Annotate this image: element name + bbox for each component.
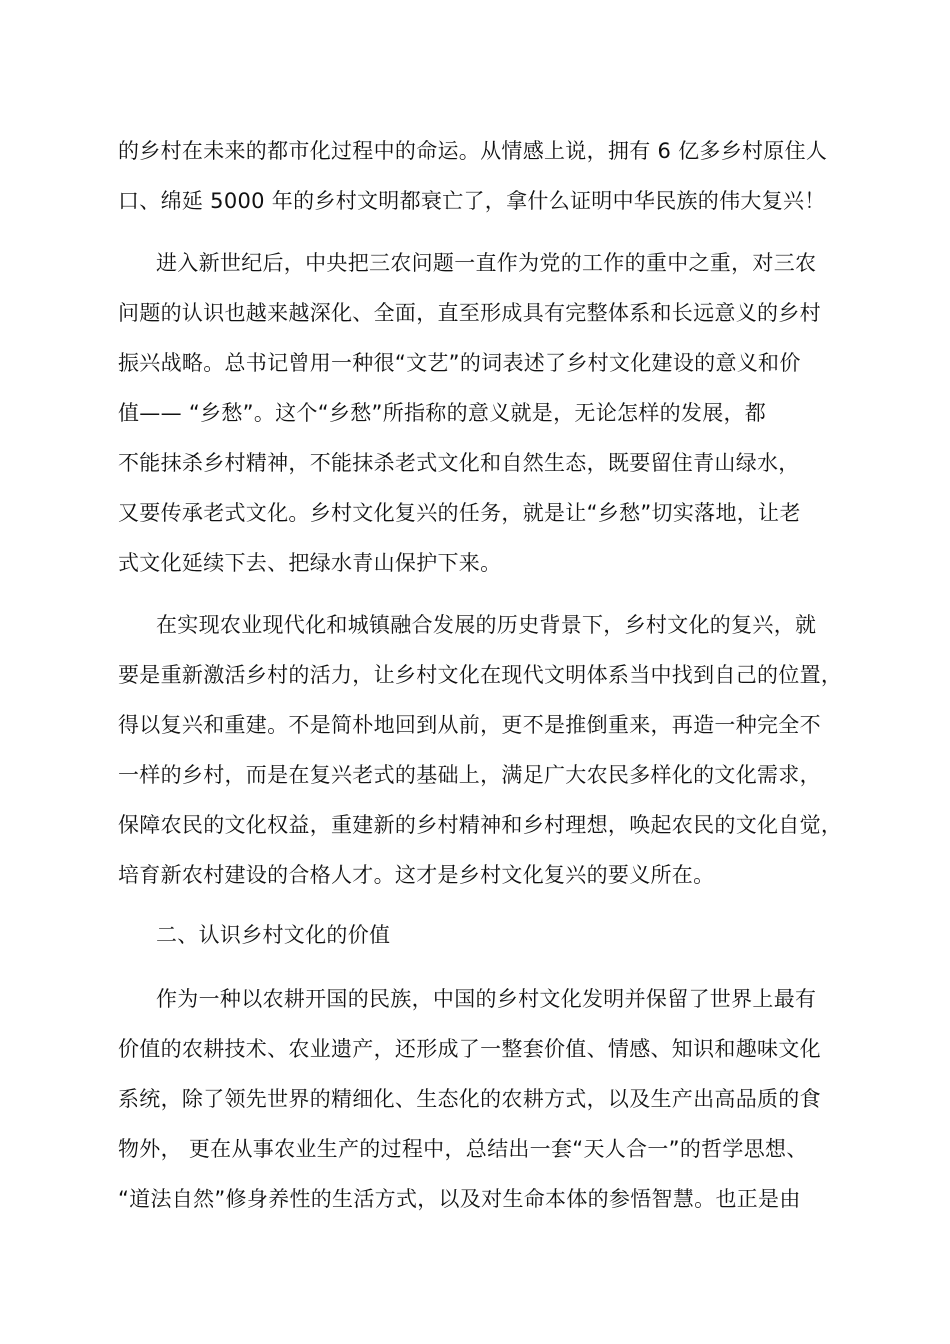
text-line: 进入新世纪后，中央把三农问题一直作为党的工作的重中之重，对三农 [156,251,817,275]
text-line: 口、绵延 5000 年的乡村文明都衰亡了，拿什么证明中华民族的伟大复兴！ [118,189,826,213]
text-line: 值—— “乡愁”。这个“乡愁”所指称的意义就是，无论怎样的发展，都 [118,401,767,425]
text-line: 式文化延续下去、把绿水青山保护下来。 [118,551,502,575]
text-line: 要是重新激活乡村的活力，让乡村文化在现代文明体系当中找到自己的位置， [118,663,843,687]
text-line: 物外， 更在从事农业生产的过程中，总结出一套“天人合一”的哲学思想、 [118,1137,808,1161]
text-line: 问题的认识也越来越深化、全面，直至形成具有完整体系和长远意义的乡村 [118,301,821,325]
text-line: 一样的乡村，而是在复兴老式的基础上，满足广大农民多样化的文化需求， [118,763,821,787]
text-line: 振兴战略。总书记曾用一种很“文艺”的词表述了乡村文化建设的意义和价 [118,351,801,375]
text-line: 系统，除了领先世界的精细化、生态化的农耕方式，以及生产出高品质的食 [118,1087,821,1111]
text-line: 得以复兴和重建。不是简朴地回到从前，更不是推倒重来，再造一种完全不 [118,713,821,737]
text-line: 价值的农耕技术、农业遗产，还形成了一整套价值、情感、知识和趣味文化 [118,1037,821,1061]
text-line: 的乡村在未来的都市化过程中的命运。从情感上说，拥有 6 亿多乡村原住人 [118,139,828,163]
text-line: 作为一种以农耕开国的民族，中国的乡村文化发明并保留了世界上最有 [156,987,817,1011]
text-line: 保障农民的文化权益，重建新的乡村精神和乡村理想，唤起农民的文化自觉， [118,813,843,837]
text-line: 不能抹杀乡村精神，不能抹杀老式文化和自然生态，既要留住青山绿水， [118,451,800,475]
text-line: “道法自然”修身养性的生活方式，以及对生命本体的参悟智慧。也正是由 [118,1187,801,1211]
section-heading: 二、认识乡村文化的价值 [156,923,391,947]
text-line: 在实现农业现代化和城镇融合发展的历史背景下，乡村文化的复兴，就 [156,613,817,637]
text-line: 培育新农村建设的合格人才。这才是乡村文化复兴的要义所在。 [118,863,715,887]
text-line: 又要传承老式文化。乡村文化复兴的任务，就是让“乡愁”切实落地，让老 [118,501,801,525]
